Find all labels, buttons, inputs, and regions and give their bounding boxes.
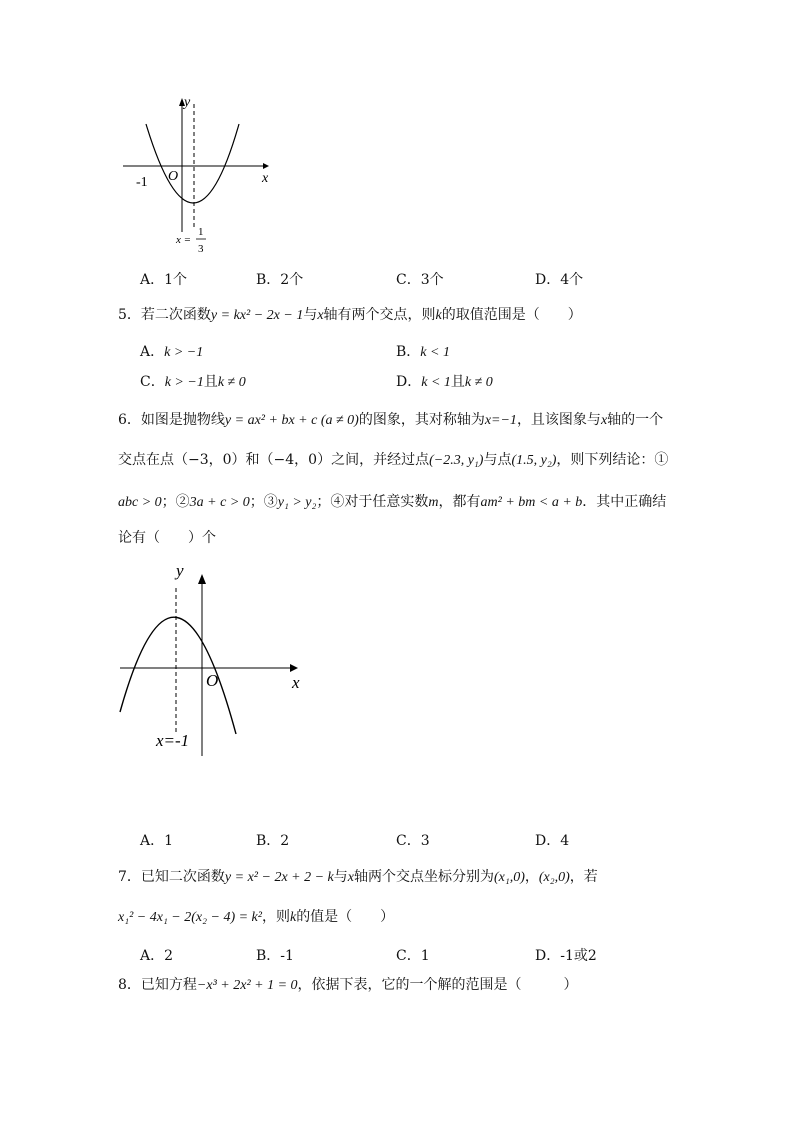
q6-l1-a: 6．如图是抛物线 bbox=[118, 412, 225, 428]
q6-l1-c: ，且该图象与 bbox=[516, 412, 601, 428]
q7-l1-b: 与 bbox=[333, 869, 348, 885]
q6-l3-e3: y₁ > y₂ bbox=[277, 495, 317, 510]
q5-stem bbox=[118, 305, 582, 326]
q6-line-1 bbox=[118, 410, 663, 431]
q8-stem bbox=[118, 975, 578, 996]
fig1-x-arrow bbox=[263, 163, 269, 169]
q4-option-a: A．1个 bbox=[140, 272, 188, 288]
q7-l1-x: x bbox=[347, 870, 354, 885]
q7-l2-k: k bbox=[289, 910, 297, 925]
q5-option-d bbox=[396, 372, 493, 393]
q5-option-c-label: C． bbox=[140, 374, 165, 390]
q5-x: x bbox=[317, 308, 324, 323]
q5-option-b bbox=[396, 342, 450, 363]
q7-l1-e: ，若 bbox=[569, 869, 598, 885]
q5-option-a bbox=[140, 342, 203, 363]
q5-option-b-expr: k < 1 bbox=[420, 345, 450, 360]
q8-suffix: ，依据下表，它的一个解的范围是（ ） bbox=[297, 977, 578, 993]
fig1-axis-den: 3 bbox=[198, 243, 204, 255]
q6-l1-formula: y = ax² + bx + c (a ≠ 0) bbox=[224, 413, 359, 428]
q6-l3-s1: ；② bbox=[161, 494, 190, 510]
q5-mid1: 与 bbox=[303, 307, 318, 323]
q5-option-d-label: D． bbox=[396, 374, 422, 390]
q8-prefix: 8．已知方程 bbox=[118, 977, 197, 993]
fig2-origin-label: O bbox=[206, 671, 219, 690]
q6-l3-e4: am² + bm < a + b bbox=[480, 495, 583, 510]
q6-line-4: 论有（ ）个 bbox=[118, 530, 216, 546]
q6-l2-p1: (−2.3, y₁) bbox=[429, 453, 484, 468]
q5-option-a-expr: k > −1 bbox=[164, 345, 204, 360]
fig2-parabola bbox=[120, 617, 236, 734]
q5-option-c-and: 且 bbox=[203, 374, 218, 390]
q7-option-a: A．2 bbox=[140, 948, 174, 964]
q5-suffix: 的取值范围是（ ） bbox=[441, 307, 582, 323]
q7-l2-b: 的值是（ ） bbox=[296, 909, 395, 925]
q6-option-c: C．3 bbox=[396, 833, 430, 849]
q6-l3-s4: ，都有 bbox=[438, 494, 481, 510]
fig2-y-arrow bbox=[198, 574, 206, 584]
q6-l3-e1: abc > 0 bbox=[118, 495, 162, 510]
q5-mid2: 轴有两个交点，则 bbox=[323, 307, 436, 323]
fig1-origin-label: O bbox=[168, 169, 179, 184]
q6-l3-s5: ．其中正确结 bbox=[582, 494, 667, 510]
q6-l3-s2: ；③ bbox=[249, 494, 278, 510]
parabola-figure-1 bbox=[118, 92, 278, 262]
q5-prefix: 5．若二次函数 bbox=[118, 307, 211, 323]
q5-option-b-label: B． bbox=[396, 344, 421, 360]
q6-line-2 bbox=[118, 450, 668, 471]
fig2-axis-label: x=-1 bbox=[156, 731, 190, 750]
q6-l1-axis: x=−1 bbox=[484, 413, 517, 428]
q7-option-d: D．-1或2 bbox=[535, 948, 597, 964]
q5-option-a-label: A． bbox=[140, 344, 165, 360]
fig2-y-label: y bbox=[176, 561, 184, 580]
q5-formula: y = kx² − 2x − 1 bbox=[210, 308, 304, 323]
q7-line-2 bbox=[118, 907, 394, 928]
q7-l1-formula: y = x² − 2x + 2 − k bbox=[224, 870, 334, 885]
q7-l1-a: 7．已知二次函数 bbox=[118, 869, 225, 885]
q6-l2-b: 与点 bbox=[483, 452, 512, 468]
fig1-axis-num: 1 bbox=[198, 226, 204, 238]
q7-l2-a: ，则 bbox=[261, 909, 290, 925]
q7-line-1 bbox=[118, 867, 598, 888]
q5-option-d-expr1: k < 1 bbox=[421, 375, 451, 390]
q5-option-d-expr2: k ≠ 0 bbox=[464, 375, 493, 390]
q8-formula: −x³ + 2x² + 1 = 0 bbox=[196, 978, 298, 993]
q6-l1-d: 轴的一个 bbox=[607, 412, 664, 428]
q6-l2-a: 交点在点（−3，0）和（−4，0）之间，并经过点 bbox=[118, 452, 430, 468]
q4-option-c: C．3个 bbox=[396, 272, 444, 288]
q6-option-a: A．1 bbox=[140, 833, 174, 849]
q5-k: k bbox=[435, 308, 442, 323]
fig1-y-label: y bbox=[184, 95, 191, 110]
q6-l3-s3: ；④对于任意实数 bbox=[316, 494, 429, 510]
fig2-x-arrow bbox=[290, 664, 298, 672]
q5-option-d-and: 且 bbox=[450, 374, 465, 390]
q7-option-c: C．1 bbox=[396, 948, 430, 964]
q6-option-b: B．2 bbox=[256, 833, 290, 849]
q6-l3-m: m bbox=[428, 495, 439, 510]
q7-l1-p2: (x₂,0) bbox=[538, 870, 570, 885]
q7-l2-formula: x₁² − 4x₁ − 2(x₂ − 4) = k² bbox=[118, 910, 262, 925]
q7-l1-c: 轴两个交点坐标分别为 bbox=[353, 869, 494, 885]
q7-l1-p1: (x₁,0) bbox=[493, 870, 525, 885]
fig1-axis-prefix: x = bbox=[176, 234, 192, 246]
q7-l1-d: ， bbox=[524, 869, 539, 885]
q6-l1-x: x bbox=[600, 413, 608, 428]
q6-line-3 bbox=[118, 492, 666, 513]
fig2-x-label: x bbox=[292, 673, 300, 692]
q4-option-b: B．2个 bbox=[256, 272, 304, 288]
q5-option-c bbox=[140, 372, 246, 393]
q4-option-d: D．4个 bbox=[535, 272, 584, 288]
fig1-parabola bbox=[146, 124, 239, 203]
q7-option-b: B．-1 bbox=[256, 948, 294, 964]
q6-l1-b: 的图象，其对称轴为 bbox=[358, 412, 485, 428]
fig1-neg-one-label: -1 bbox=[136, 175, 148, 190]
q5-option-c-expr2: k ≠ 0 bbox=[217, 375, 246, 390]
q6-option-d: D．4 bbox=[535, 833, 570, 849]
q6-l2-p2: (1.5, y₂) bbox=[511, 453, 557, 468]
fig1-x-label: x bbox=[262, 171, 269, 186]
q5-option-c-expr1: k > −1 bbox=[164, 375, 204, 390]
parabola-figure-2 bbox=[118, 560, 308, 760]
q6-l3-e2: 3a + c > 0 bbox=[189, 495, 250, 510]
q6-l2-c: ，则下列结论：① bbox=[556, 452, 669, 468]
